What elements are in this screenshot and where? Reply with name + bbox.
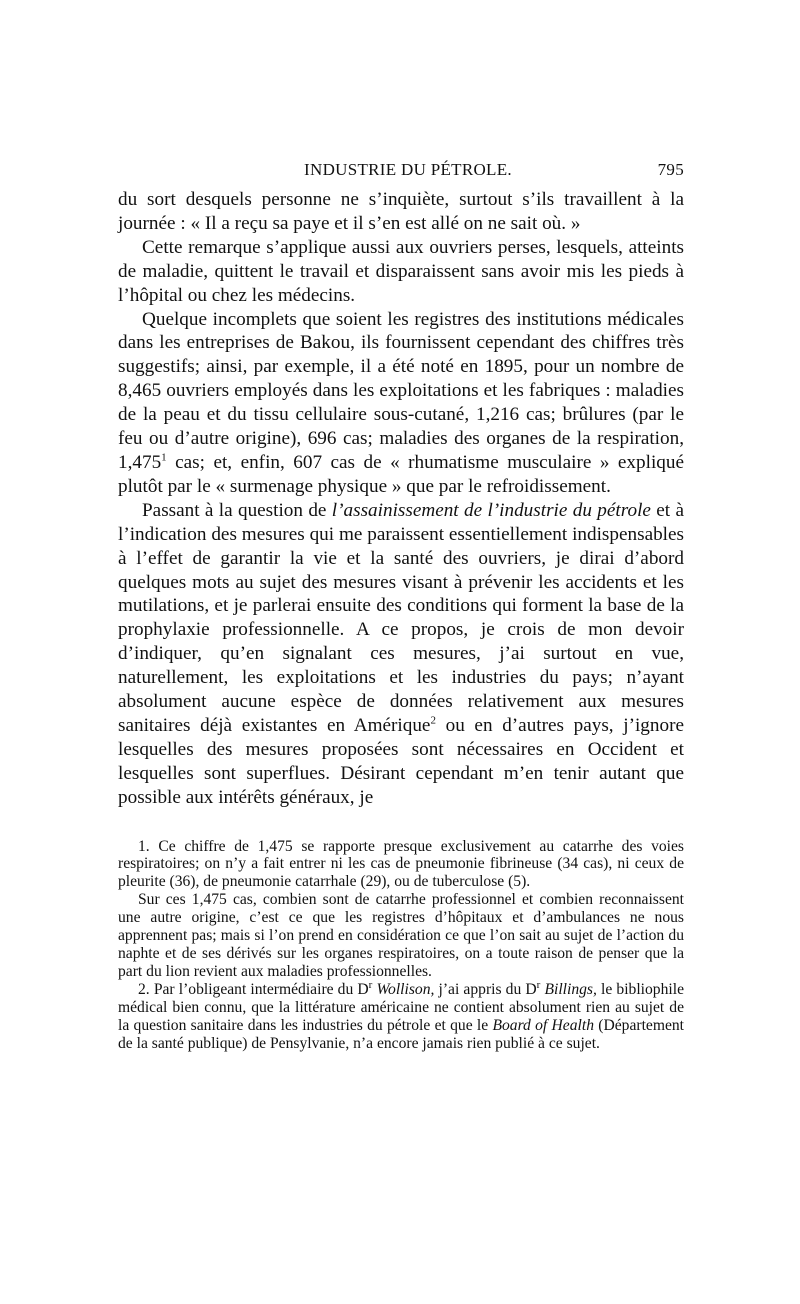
footnote-2 (118, 978, 684, 1053)
running-title: INDUSTRIE DU PÉTROLE. (304, 160, 512, 179)
footnote-2-text-d: (Département de la santé publique) de Pensylvanie, n’a encore jamais rien publié à ce sujet. (118, 1016, 684, 1052)
footnote-2-text-b: j’ai appris du D (434, 980, 537, 998)
running-header (118, 156, 684, 182)
footnote-1: 1. Ce chiffre de 1,475 se rapporte presque exclusivement au catarrhe des voies respiratoires; on n’y a fait entrer ni les cas de pneumonie fibrineuse (34 cas), ni ceux de pleurite (36), de pneumonie catarrhale (29), ou de tuberculose (5). (118, 837, 684, 891)
footnote-1-continued: Sur ces 1,475 cas, combien sont de catarrhe professionnel et combien reconnaissent une autre origine, c’est ce que les registres d’hôpitaux et d’ambulances ne nous apprennent pas; mais si l’on prend en considération ce que l’on sait au sujet de l’action du naphte et de ses dérivés sur les organes respiratoires, on a toute raison de penser que la part du lion revient aux maladies professionnelles. (118, 891, 684, 980)
page-number: 795 (657, 160, 684, 179)
paragraph-continued: du sort desquels personne ne s’inquiète, surtout s’ils travaillent à la journée : « Il a reçu sa paye et il s’en est allé on ne sait où. » (118, 189, 684, 234)
book-page (118, 156, 684, 1052)
footnote-ref-1: 1 (161, 451, 167, 464)
sanitation-text-c: ou en d’autres pays, j’ignore lesquelles des mesures proposées sont nécessaires en Occident et lesquelles sont superflues. Désirant cependant m’en tenir autant que possible aux intérêts généraux, je (118, 714, 684, 808)
footnote-2-sup-2: r (536, 978, 541, 991)
footnotes (118, 838, 684, 1053)
paragraph-persian-workers: Cette remarque s’applique aussi aux ouvriers perses, lesquels, atteints de maladie, quittent le travail et disparaissent sans avoir mis les pieds à l’hôpital ou chez les médecins. (118, 236, 684, 306)
sanitation-text-b: et à l’indication des mesures qui me paraissent essentiellement indispensables à l’effet de garantir la vie et la santé des ouvriers, je dirai d’abord quelques mots au sujet des mesures visant à prévenir les accidents et les mutilations, et je parlerai ensuite des conditions qui forment la base de la prophylaxie professionnelle. A ce propos, je crois de mon devoir d’indiquer, qu’en signalant ces mesures, j’ai surtout en vue, naturellement, les exploitations et les industries du pays; n’ayant absolument aucune espèce de données relativement aux mesures sanitaires déjà existantes en Amérique (118, 499, 684, 736)
statistics-text-b: cas; et, enfin, 607 cas de « rhumatisme musculaire » expliqué plutôt par le « surmenage physique » que par le refroidissement. (118, 451, 684, 497)
main-text (118, 188, 684, 810)
paragraph-statistics (118, 308, 684, 499)
footnote-2-text-a: 2. Par l’obligeant intermédiaire du D (138, 980, 369, 998)
sanitation-text-a: Passant à la question de (142, 499, 332, 521)
footnote-2-name-billings: Billings, (540, 980, 597, 998)
sanitation-italic-phrase: l’assainissement de l’industrie du pétrole (331, 499, 651, 521)
footnote-2-sup-1: r (368, 978, 373, 991)
footnote-2-name-wollison: Wollison, (372, 980, 435, 998)
paragraph-sanitation (118, 499, 684, 810)
statistics-text-a: Quelque incomplets que soient les registres des institutions médicales dans les entreprises de Bakou, ils fournissent cependant des chiffres très suggestifs; ainsi, par exemple, il a été noté en 1895, pour un nombre de 8,465 ouvriers employés dans les exploitations et les fabriques : maladies de la peau et du tissu cellulaire sous-cutané, 1,216 cas; brûlures (par le feu ou d’autre origine), 696 cas; maladies des organes de la respiration, 1,475 (118, 308, 684, 473)
footnote-ref-2: 2 (430, 714, 436, 727)
footnote-2-text-c: le bibliophile médical bien connu, que la littérature américaine ne contient absolument rien au sujet de la question sanitaire dans les industries du pétrole et que le (118, 980, 684, 1034)
footnote-2-board-of-health: Board of Health (492, 1016, 594, 1034)
